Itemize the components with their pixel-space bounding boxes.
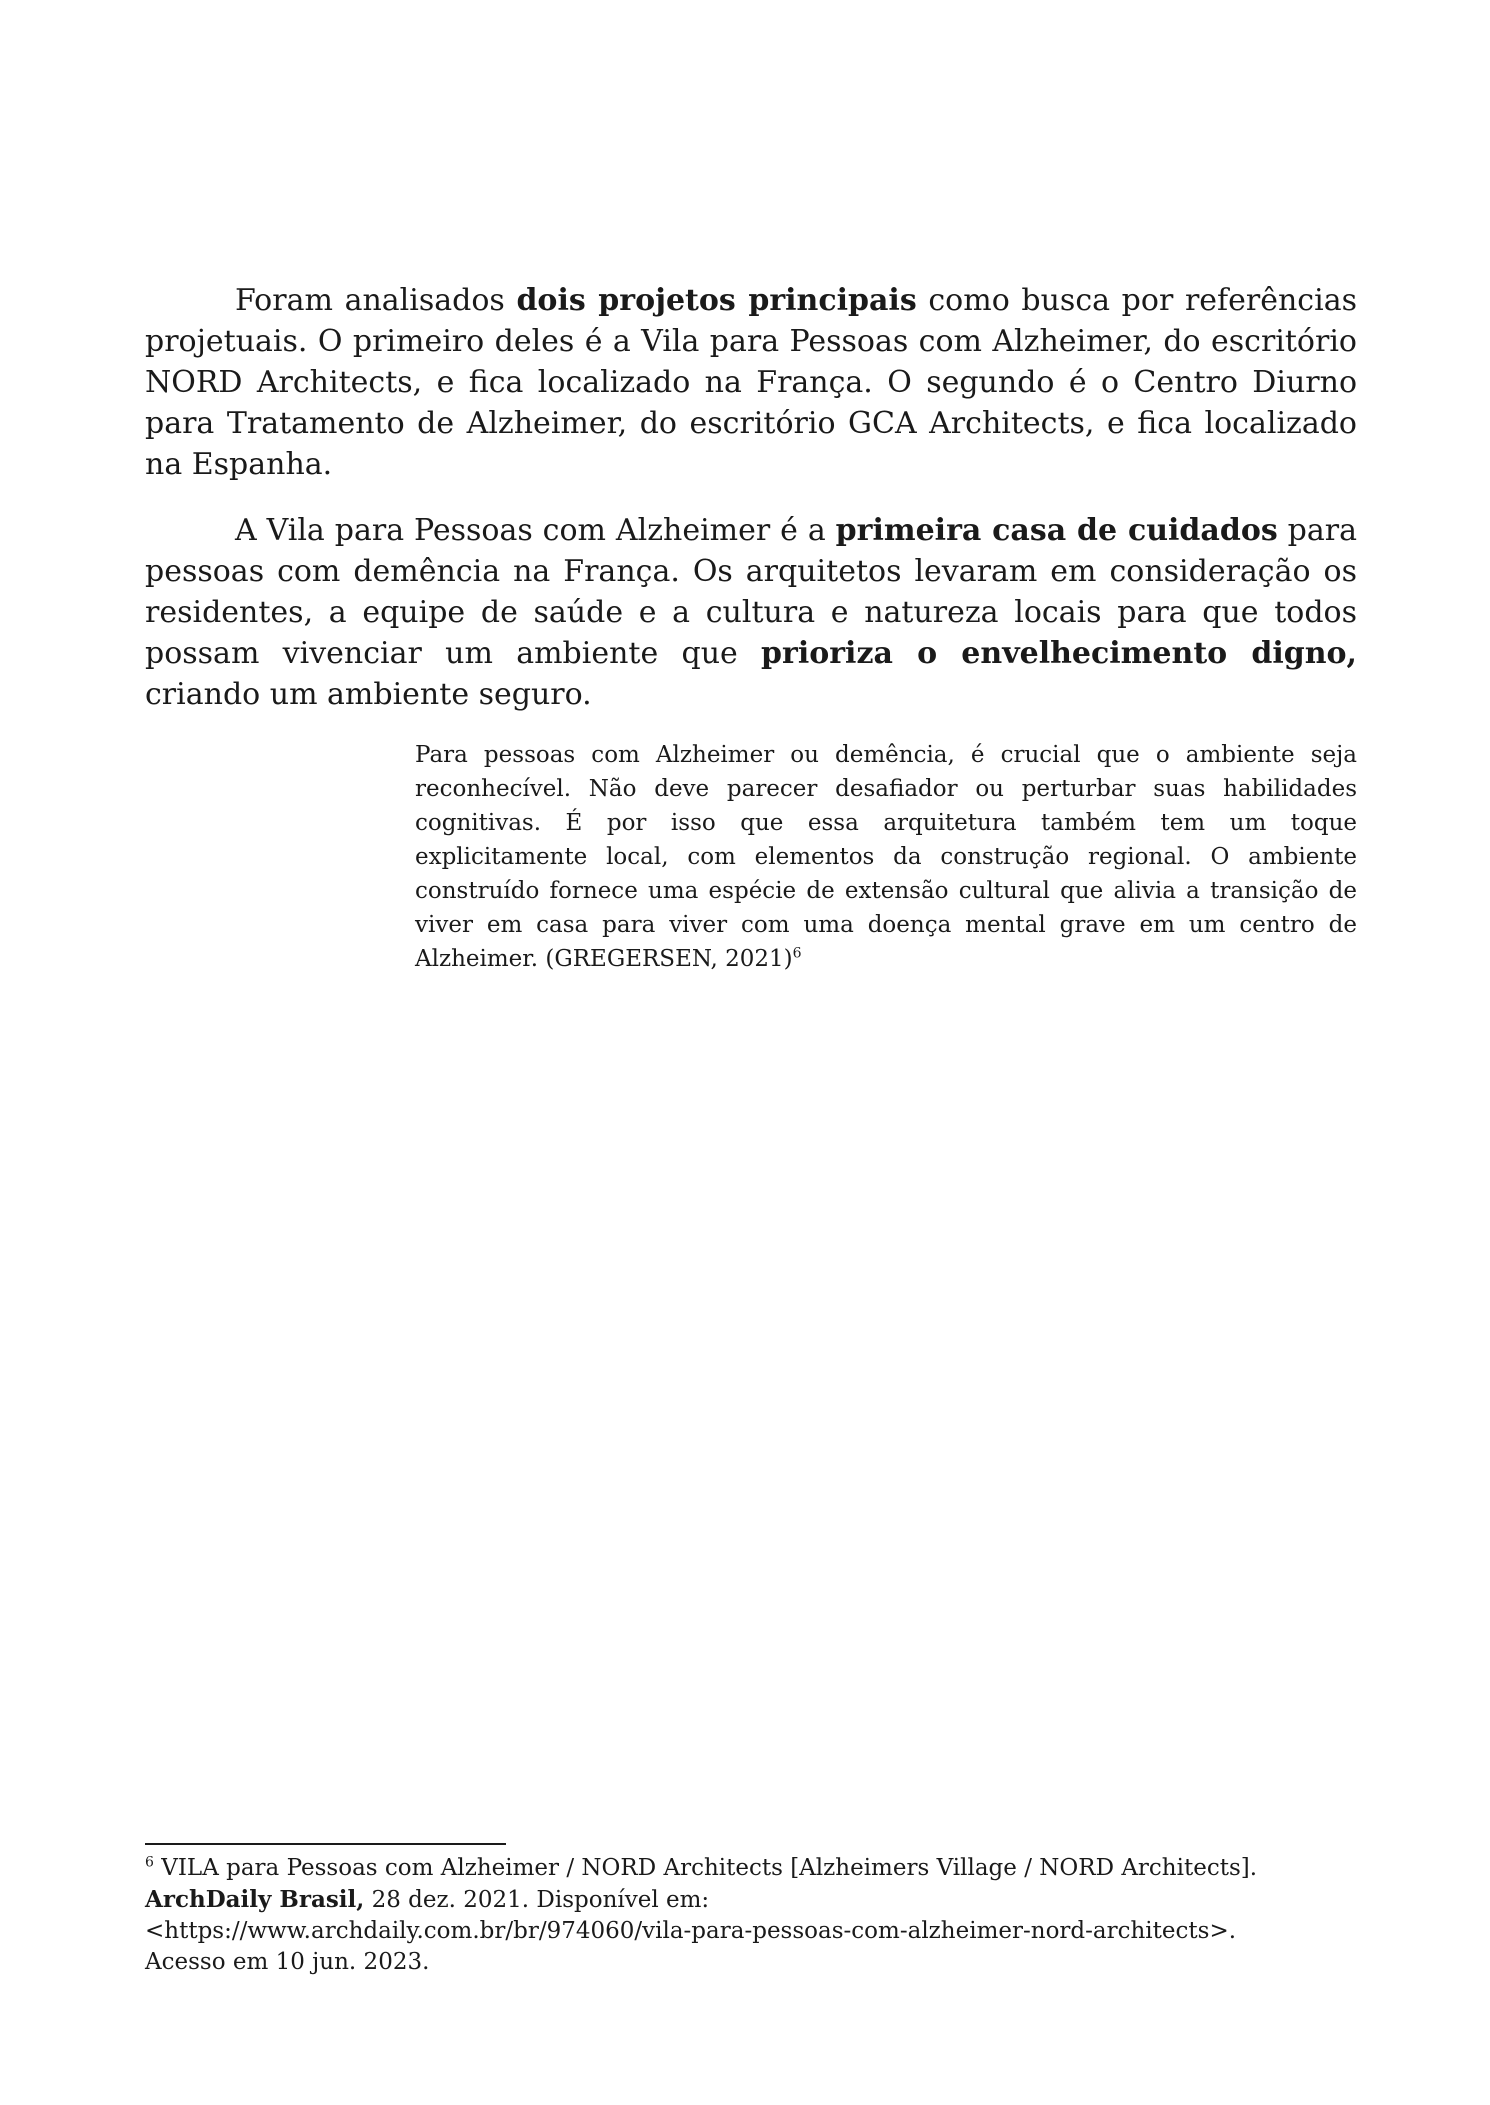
paragraph-text: Foram analisados (235, 283, 517, 318)
paragraph-text: para pessoas com demência na França. Os arquitetos levaram em consideração os residentes, a equipe de saúde e a cultura e natureza locais para que todos possam vivenciar um ambiente que (145, 513, 1357, 671)
paragraph-text: criando um ambiente seguro. (145, 677, 592, 712)
footnote-line-1 (145, 1853, 1375, 1884)
footnote-url[interactable]: <https://www.archdaily.com.br/br/974060/vila-para-pessoas-com-alzheimer-nord-architects>. (145, 1918, 1237, 1944)
footnote-reference[interactable]: 6 (792, 945, 802, 962)
footnote-date-text: 28 dez. 2021. Disponível em: (364, 1887, 710, 1913)
emphasis-text: primeira casa de cuidados (835, 513, 1278, 548)
footnote (145, 1853, 1375, 1978)
block-quotation (415, 738, 1357, 976)
emphasis-text: dois projetos principais (516, 283, 917, 318)
footnote-access-date: Acesso em 10 jun. 2023. (145, 1949, 430, 1975)
footnote-source-name: ArchDaily Brasil, (145, 1886, 365, 1913)
paragraph-text: A Vila para Pessoas com Alzheimer é a (235, 513, 836, 548)
paragraph-text: como busca por referências projetuais. O primeiro deles é a Vila para Pessoas com Alzheimer, do escritório NORD Architects, e fica localizado na França. O segundo é o Centro Diurno para Tratamento de Alzheimer, do escritório GCA Architects, e fica localizado na Espanha. (145, 283, 1357, 482)
emphasis-text: prioriza o envelhecimento digno, (761, 636, 1357, 671)
quotation-text: Para pessoas com Alzheimer ou demência, é crucial que o ambiente seja reconhecível. Não deve parecer desafiador ou perturbar suas habilidades cognitivas. É por isso que essa arquitetura também tem um toque explicitamente local, com elementos da construção regional. O ambiente construído fornece uma espécie de extensão cultural que alivia a transição de viver em casa para viver com uma doença mental grave em um centro de Alzheimer. (GREGERSEN, 2021) (415, 742, 1357, 972)
paragraph-vila-description (145, 510, 1357, 715)
footnote-separator (145, 1843, 506, 1845)
paragraph-projects-intro (145, 280, 1357, 485)
footnote-line-2 (145, 1884, 1375, 1916)
footnote-citation-text: VILA para Pessoas com Alzheimer / NORD Architects [Alzheimers Village / NORD Architects]. (153, 1855, 1258, 1881)
footnote-number: 6 (145, 1854, 154, 1871)
